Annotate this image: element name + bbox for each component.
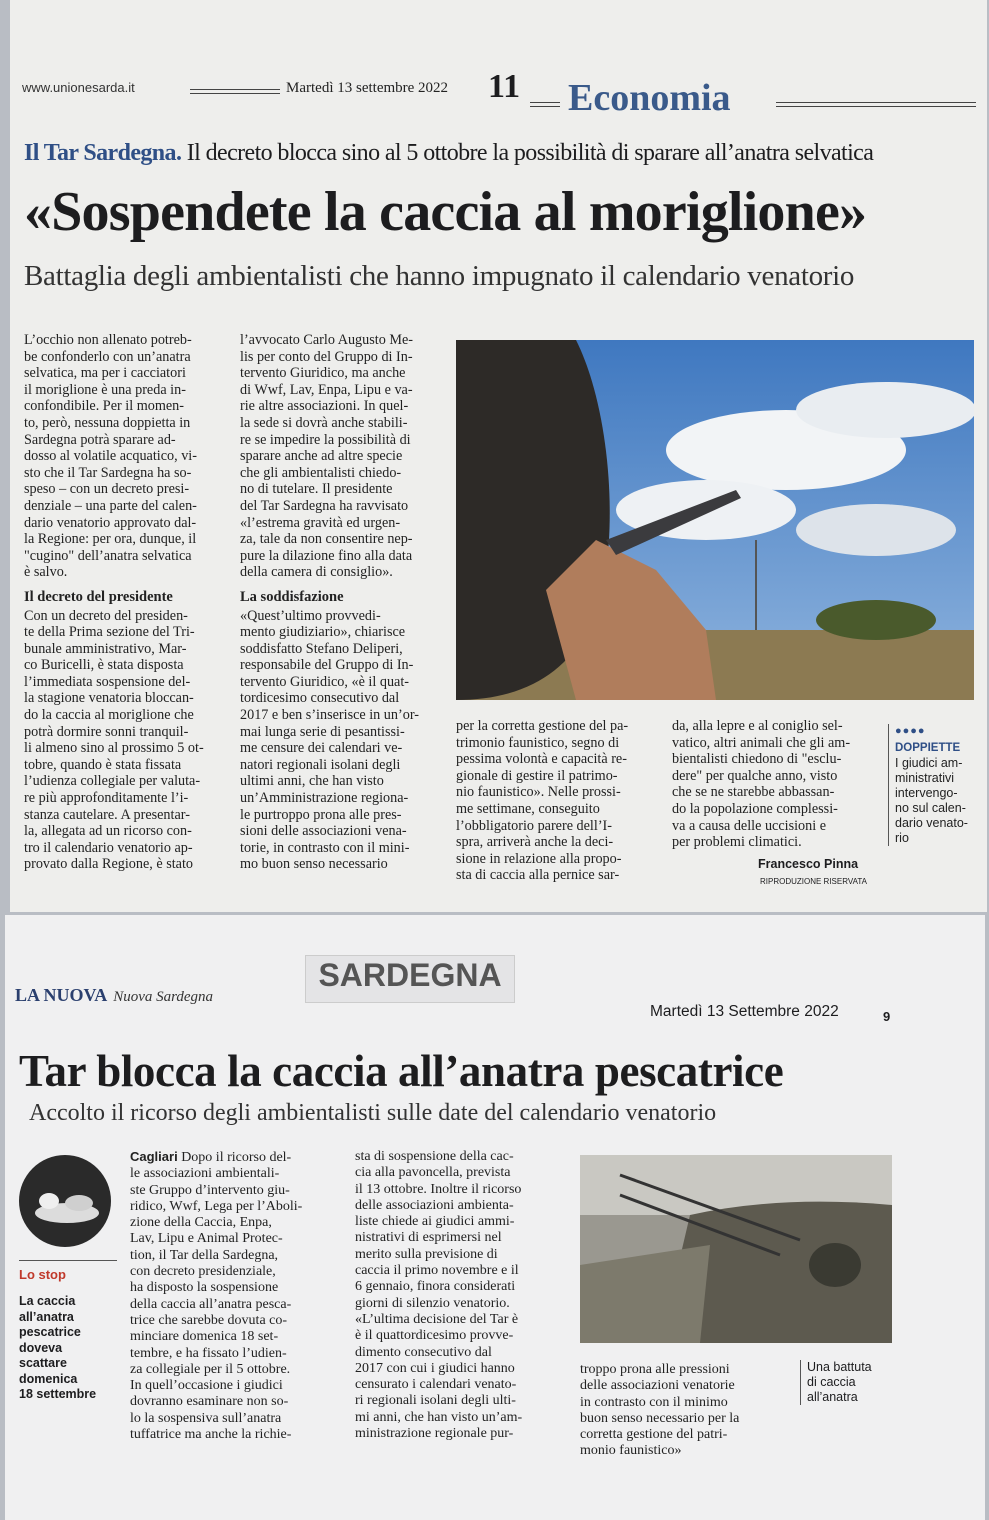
paragraph: per la corretta gestione del pa- trimonio faunistico, segno di pessima volontà e capacità re- gionale di gestire il patrimo- nio faunistico». Nelle prossi- me settimane, conseguito l’obbligatorio parere dell’I- spra, arriverà anche la deci- sione in relazione alla propo- sta di caccia alla pernice sar- bbox=[456, 718, 629, 884]
sidebar-box bbox=[19, 1260, 117, 1403]
masthead bbox=[15, 985, 213, 1006]
headline: «Sospendete la caccia al moriglione» bbox=[24, 181, 867, 243]
masthead-script: Nuova Sardegna bbox=[113, 989, 214, 1005]
duck-hunt-illustration bbox=[580, 1155, 892, 1343]
reproduction-notice: RIPRODUZIONE RISERVATA bbox=[760, 877, 867, 886]
sidebar-text: La caccia all’anatra pescatrice doveva scattare domenica 18 settembre bbox=[19, 1294, 97, 1401]
dateline: Cagliari bbox=[130, 1149, 178, 1164]
paragraph: sta di sospensione della cac- cia alla pavoncella, prevista il 13 ottobre. Inoltre il ricorso delle associazioni ambienta- liste chiede ai giudici ammi- nistrativi di esprimersi nel merito sulla previsione di caccia il primo novembre e il 6 gennaio, finora considerati giorni di silenzio venatorio. «L’ultima decisione del Tar è è il quattordicesimo provve- dimento consecutivo dal 2017 con cui i giudici hanno censurato i calendari venato- ri regionali isolani degli ulti- mi anni, che han visto un’am- ministrazione regionale pur- bbox=[355, 1149, 523, 1442]
article-column-2 bbox=[355, 1149, 560, 1442]
paragraph: da, alla lepre e al coniglio sel- vatico, altri animali che gli am- bientalisti chiedono di "esclu- dere" per qualche anno, visto che se ne starebbe abbassan- do la popolazione complessi- va a causa delle uccisioni e per problemi climatici. bbox=[672, 718, 851, 851]
kicker-lead: Il Tar Sardegna. bbox=[24, 140, 182, 166]
header-rule bbox=[190, 89, 280, 94]
paragraph: troppo prona alle pressioni delle associazioni venatorie in contrasto con il minimo buon senso necessario per la corretta gestione del patri- monio faunistico» bbox=[580, 1362, 740, 1459]
hunter-photo bbox=[456, 340, 974, 700]
issue-date: Martedì 13 settembre 2022 bbox=[286, 80, 449, 96]
duck-icon bbox=[19, 1155, 111, 1247]
paragraph: l’avvocato Carlo Augusto Me- lis per conto del Gruppo di In- tervento Giuridico, ma anche di Wwf, Lav, Enpa, Lipu e va- rie altre associazioni. In quel- la sede si dovrà anche stabili- re se impedire la possibilità di sparare anche ad altre specie che gli ambientalisti chiedo- no di tutelare. Il presidente del Tar Sardegna ha ravvisato «l’estrema gravità ed urgen- za, tale da non consentire nep- pure la dilazione fino alla data della camera di consiglio». bbox=[240, 332, 413, 581]
paragraph: «Quest’ultimo provvedi- mento giudiziario», chiarisce soddisfatto Stefano Deliperi, responsabile del Gruppo di In- tervento Giuridico, «è il quat- tordicesimo consecutivo dal 2017 e ben s’inserisce in un’or- mai lunga serie di pesantissi- me censure dei calendari ve- natori regionali isolani degli ultimi anni, che han visto un’Amministrazione regiona- le purtroppo prona alle pres- sioni delle associazioni vena- torie, in contrasto con il mini- mo buon senso necessario bbox=[240, 607, 419, 873]
dots-ornament-icon: ●●●● bbox=[895, 725, 926, 737]
article-column-4 bbox=[672, 718, 878, 851]
page-number: 9 bbox=[883, 1009, 891, 1024]
sidebar-label: DOPPIETTE bbox=[895, 742, 961, 754]
clipping-unione-sarda bbox=[10, 0, 987, 912]
kicker-text: Il decreto blocca sino al 5 ottobre la possibilità di sparare all’anatra selvatica bbox=[181, 140, 874, 166]
section-title: SARDEGNA bbox=[318, 957, 502, 993]
caption-text: Una battuta di caccia all’anatra bbox=[807, 1360, 872, 1404]
header-rule bbox=[530, 102, 560, 107]
sidebar-text: I giudici am- ministrativi intervengo- no sul calen- dario venato- rio bbox=[895, 756, 968, 845]
crosshead: Il decreto del presidente bbox=[24, 588, 173, 605]
subheadline: Accolto il ricorso degli ambientalisti sulle date del calendario venatorio bbox=[29, 1100, 717, 1126]
page-number: 11 bbox=[488, 68, 521, 105]
crosshead: La soddisfazione bbox=[240, 588, 344, 605]
article-column-3 bbox=[580, 1362, 785, 1460]
clipping-nuova-sardegna bbox=[5, 915, 985, 1520]
paragraph: Cagliari Dopo il ricorso del- le associazioni ambientali- ste Gruppo d’intervento giu- ridico, Wwf, Lega per l’Aboli- zione della Caccia, Enpa, Lav, Lipu e Animal Protec- tion, il Tar della Sardegna, con decreto presidenziale, ha disposto la sospensione della caccia all’anatra pesca- trice che sarebbe dovuta co- minciare domenica 18 set- tembre, e ha fissato l’udien- za collegiale per il 5 ottobre. In quell’occasione i giudici dovranno esaminare non so- lo la sospensiva sull’anatra tuffatrice ma anche la richie- bbox=[130, 1149, 303, 1443]
subheadline: Battaglia degli ambientalisti che hanno impugnato il calendario venatorio bbox=[24, 260, 855, 292]
duck-thumbnail bbox=[19, 1155, 111, 1247]
headline: Tar blocca la caccia all’anatra pescatrice bbox=[19, 1046, 784, 1096]
sidebar-label: Lo stop bbox=[19, 1260, 117, 1282]
issue-date: Martedì 13 Settembre 2022 bbox=[650, 1003, 839, 1020]
hunter-photo-illustration bbox=[456, 340, 974, 700]
article-column-3 bbox=[456, 718, 656, 884]
masthead-name: LA NUOVA bbox=[15, 985, 108, 1005]
kicker bbox=[24, 140, 873, 167]
article-column-2 bbox=[240, 332, 440, 873]
author-byline: Francesco Pinna bbox=[758, 857, 859, 871]
photo-caption bbox=[800, 1360, 892, 1405]
paragraph: L’occhio non allenato potreb- be confonderlo con un’anatra selvatica, ma per i cacciatori il moriglione è una preda in- confondibile. Per il momen- to, però, nessuna doppietta in Sardegna potrà sparare ad- dosso al volatile acquatico, vi- sto che il Tar Sardegna ha so- speso – con un decreto presi- denziale – una parte del calen- dario venatorio approvato dal- la Regione: per ora, dunque, il "cugino" dell’anatra selvatica è salvo. bbox=[24, 332, 197, 581]
paragraph: Con un decreto del presiden- te della Prima sezione del Tri- bunale amministrativo, Mar- co Buricelli, è stata disposta l’immediata sospensione del- la stagione venatoria bloccan- do la caccia al moriglione che potrà dormire sonni tranquil- li almeno sino al prossimo 5 ot- tobre, quando è stata fissata l’udienza collegiale per valuta- re più approfonditamente l’i- stanza cautelare. A presentar- la, allegata ad un ricorso con- tro il calendario venatorio ap- provato dalla Regione, è stato bbox=[24, 607, 204, 873]
duck-hunt-photo bbox=[580, 1155, 892, 1343]
section-title: Economia bbox=[568, 77, 731, 119]
header-rule bbox=[776, 102, 976, 107]
website-url: www.unionesarda.it bbox=[22, 80, 135, 95]
sidebar-box bbox=[888, 724, 980, 846]
article-column-1 bbox=[130, 1149, 335, 1443]
article-column-1 bbox=[24, 332, 224, 873]
